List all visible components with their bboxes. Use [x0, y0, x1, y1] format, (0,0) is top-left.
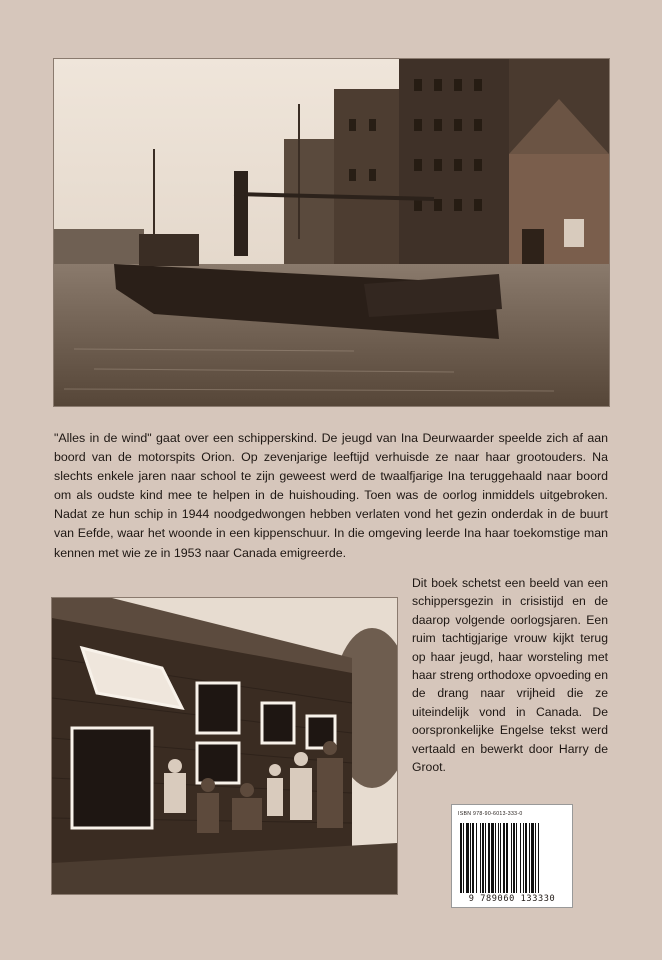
- canal-barge-image: [54, 59, 609, 406]
- canal-barge-photo: [53, 58, 610, 407]
- description-side-paragraph: Dit boek schetst een beeld van een schippersgezin in crisistijd en de daarop volgende oorlogsjaren. Een ruim tachtigjarige vrouw kijkt terug op haar jeugd, haar worsteling met haar streng orthodoxe opvoeding en de drang naar vrijheid die ze uiteindelijk vond in Canada. De oorspronkelijke Engelse tekst werd vertaald en bewerkt door Harry de Groot.: [412, 576, 608, 775]
- isbn-label: ISBN 978-90-6013-333-0: [458, 811, 523, 817]
- description-main-paragraph: "Alles in de wind" gaat over een schipperskind. De jeugd van Ina Deurwaarder speelde zich af aan boord van de motorspits Orion. Op zevenjarige leeftijd verhuisde ze naar haar grootouders. Na slechts enkele jaren naar school te zijn geweest werd de twaalfjarige Ina teruggehaald naar boord om als oudste kind mee te helpen in de huishouding. Toen was de oorlog inmiddels uitgebroken. Nadat ze hun schip in 1944 noodgedwongen hebben verlaten vond het gezin onderdak in de buurt van Eefde, waar het woonde in een kippenschuur. In die omgeving leerde Ina haar toekomstige man kennen met wie ze in 1953 naar Canada emigreerde.: [54, 431, 608, 560]
- barcode-digits: 9 789060 133330: [468, 894, 556, 904]
- barcode-bars: [458, 823, 566, 893]
- isbn-barcode: [451, 804, 573, 908]
- family-house-photo: [51, 597, 398, 895]
- family-house-image: [52, 598, 397, 894]
